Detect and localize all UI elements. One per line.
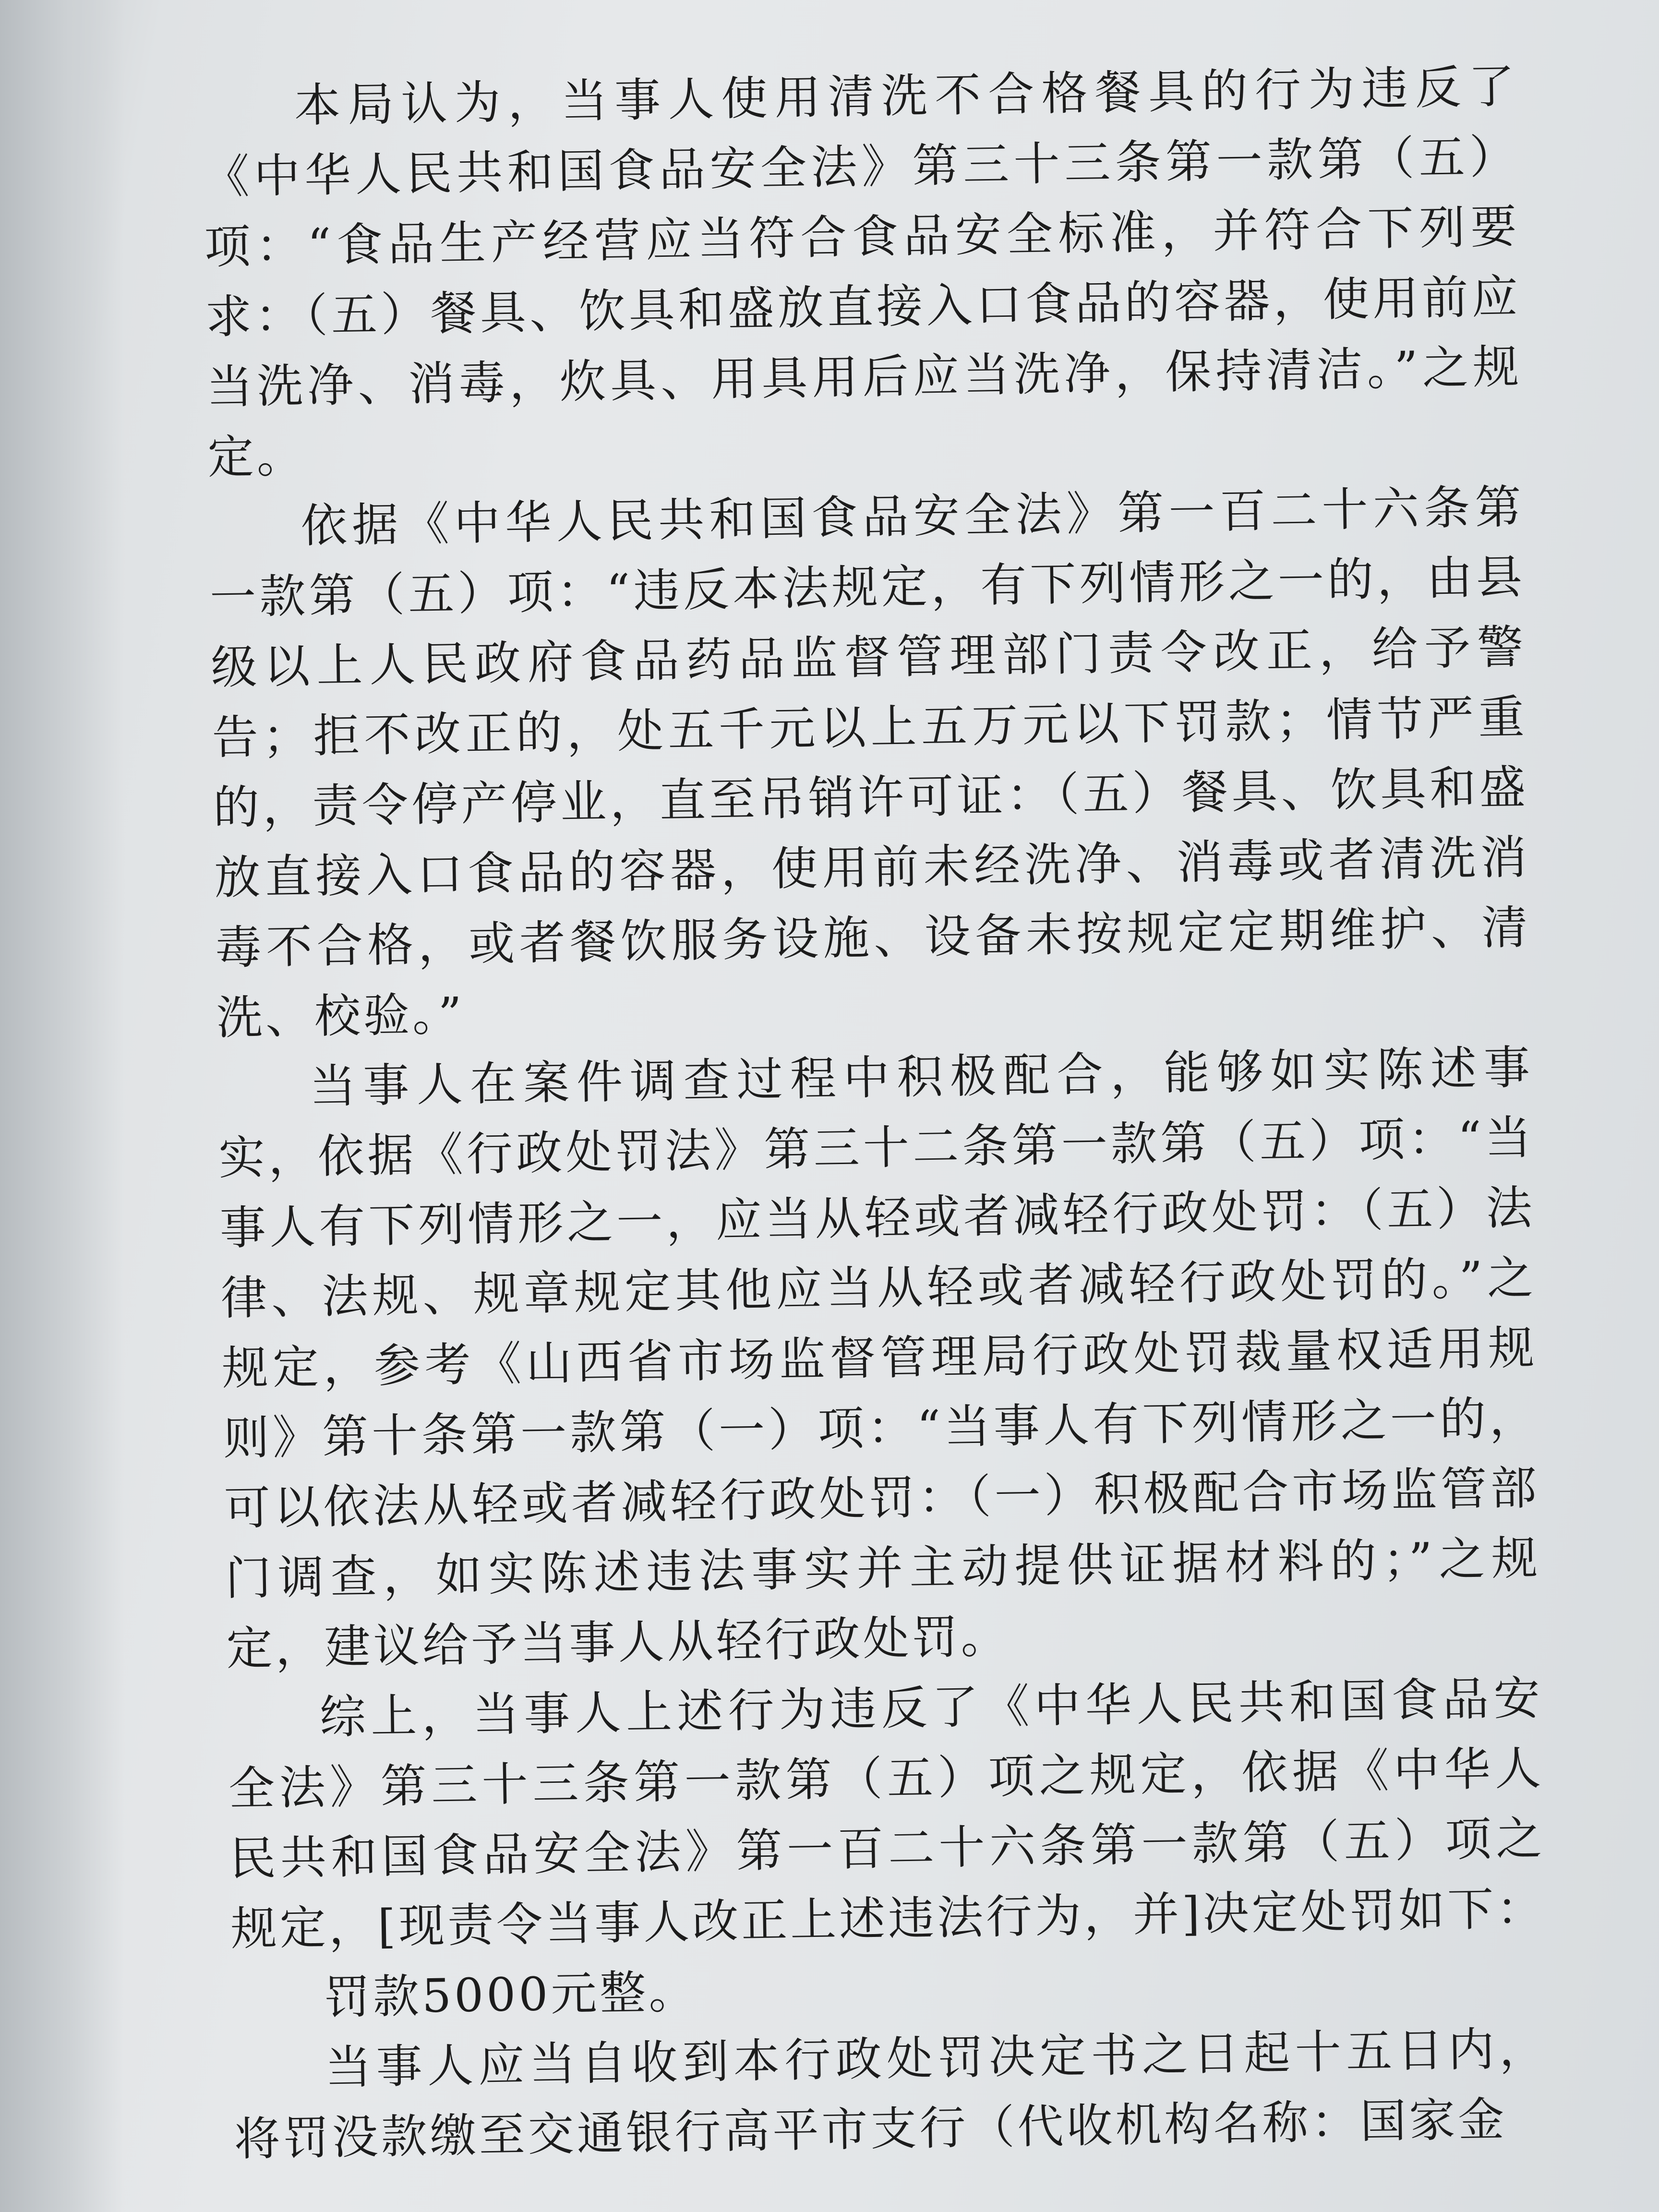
paragraph-legal-basis: 依据《中华人民共和国食品安全法》第一百二十六条第一款第（五）项：“违反本法规定，有下列情形之一的，由县级以上人民政府食品药品监督管理部门责令改正，给予警告；拒不改正的，处五千元以上五万元以下罚款；情节严重的，责令停产停业，直至吊销许可证：（五）餐具、饮具和盛放直接入口食品的容器，使用前未经洗净、消毒或者清洗消毒不合格，或者餐饮服务设施、设备未按规定定期维护、清洗、校验。” [209, 480, 1531, 1045]
paragraph-fine: 罚款5000元整。 [324, 1965, 698, 2025]
paragraph-payment: 当事人应当自收到本行政处罚决定书之日起十五日内，将罚没款缴至交通银行高平市支行（代收机构名称：国家金 [233, 2021, 1549, 2166]
document-body [202, 51, 1550, 2174]
paragraph-finding: 本局认为，当事人使用清洗不合格餐具的行为违反了《中华人民共和国食品安全法》第三十三条第一款第（五）项：“食品生产经营应当符合食品安全标准，并符合下列要求：（五）餐具、饮具和盛放直接入口食品的容器，使用前应当洗净、消毒，炊具、用具用后应当洗净，保持清洁。”之规定。 [203, 59, 1522, 484]
paragraph-conclusion: 综上，当事人上述行为违反了《中华人民共和国食品安全法》第三十三条第一款第（五）项之规定，依据《中华人民共和国食品安全法》第一百二十六条第一款第（五）项之规定，[现责令当事人改正上述违法行为，并]决定处罚如下： [228, 1671, 1546, 1956]
page-fold-shadow [0, 0, 125, 2212]
paragraph-mitigation: 当事人在案件调查过程中积极配合，能够如实陈述事实，依据《行政处罚法》第三十二条第一款第（五）项：“当事人有下列情形之一，应当从轻或者减轻行政处罚：（五）法律、法规、规章规定其他应当从轻或者减轻行政处罚的。”之规定，参考《山西省市场监督管理局行政处罚裁量权适用规则》第十条第一款第（一）项：“当事人有下列情形之一的，可以依法从轻或者减轻行政处罚：（一）积极配合市场监管部门调查，如实陈述违法事实并主动提供证据材料的；”之规定，建议给予当事人从轻行政处罚。 [218, 1040, 1541, 1676]
